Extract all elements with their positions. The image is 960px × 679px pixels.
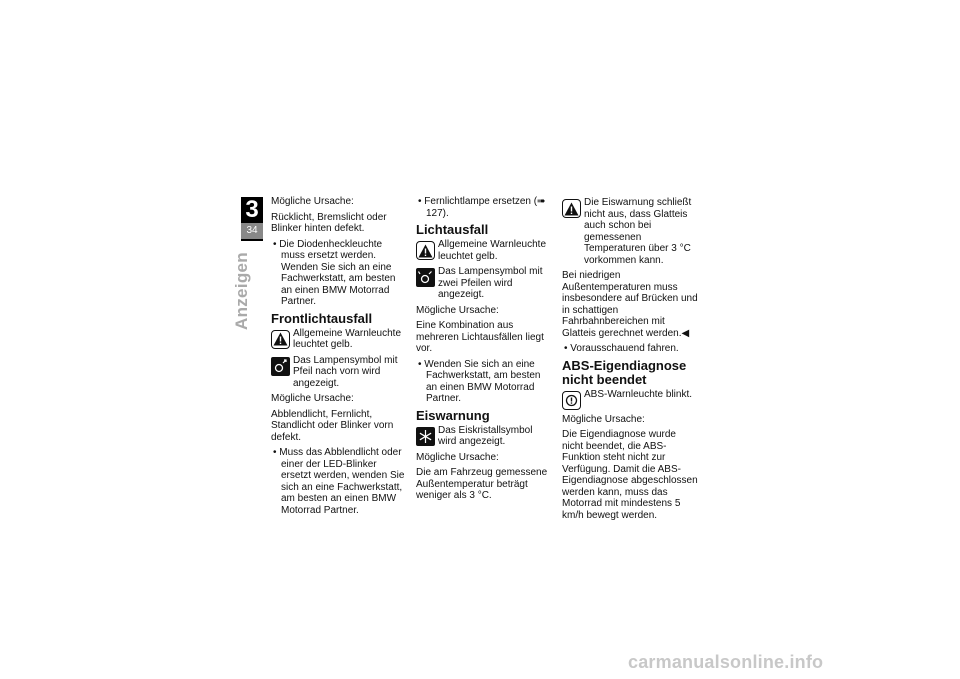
lamp-text: Das Lampensymbol mit Pfeil nach vorn wird angezeigt. — [293, 354, 398, 389]
text-possible-cause-4: Mögliche Ursache: — [416, 451, 499, 463]
text-low-temp: Bei niedrigen Außentemperaturen muss insbesondere auf Brücken und in schattigen Fahrbahnbereichen mit Glatteis gerechnet werden.◀ — [562, 270, 698, 339]
heading-abs: ABS-Eigendiagnose nicht beendet — [562, 357, 687, 387]
caution-row — [562, 197, 698, 266]
heading-eiswarnung: Eiswarnung — [416, 407, 490, 423]
text-possible-cause-5: Mögliche Ursache: — [562, 413, 645, 425]
bullet-front-led: • Muss das Abblendlicht oder einer der LED-Blinker ersetzt werden, wenden Sie sich an eine Fachwerkstatt, am besten an einen BMW Motorrad Partner. — [273, 447, 405, 516]
watermark: carmanualsonline.info — [628, 652, 824, 672]
abs-row — [562, 389, 698, 410]
abs-text: ABS-Warnleuchte blinkt. — [584, 388, 693, 400]
column-1 — [271, 196, 407, 520]
ice-text: Das Eiskristallsymbol wird angezeigt. — [438, 424, 533, 447]
abs-warning-icon — [562, 391, 581, 410]
text-possible-cause: Mögliche Ursache: — [271, 196, 354, 207]
text-possible-cause-2: Mögliche Ursache: — [271, 393, 354, 404]
column-2 — [416, 196, 552, 506]
caution-text: Die Eiswarnung schließt nicht aus, dass Glatteis auch schon bei gemessenen Temperaturen über 3 °C vorkommen kann. — [584, 197, 692, 266]
bullet-drive-carefully: • Vorausschauend fahren. — [564, 343, 679, 354]
bullet-workshop: • Wenden Sie sich an eine Fachwerkstatt, am besten an einen BMW Motorrad Partner. — [418, 358, 541, 404]
warning-text: Allgemeine Warnleuchte leuchtet gelb. — [293, 327, 402, 350]
lamp-row — [271, 355, 407, 390]
column-3 — [562, 196, 698, 525]
lamp-arrow-front-icon — [271, 357, 290, 376]
text-cause-temp: Die am Fahrzeug gemessene Außentemperatur beträgt weniger als 3 °C. — [416, 467, 548, 501]
text-abs-cause: Die Eigendiagnose wurde nicht beendet, die ABS-Funktion steht nicht zur Verfügung. Damit die ABS-Eigendiagnose abgeschlossen werden kann, muss das Motorrad mit mindestens 5 km/h bewegt werden. — [562, 429, 698, 521]
lamp-two-text: Das Lampensymbol mit zwei Pfeilen wird angezeigt. — [438, 266, 543, 300]
warning-row — [271, 328, 407, 351]
bullet-rear-led: • Die Diodenheckleuchte muss ersetzt werden. Wenden Sie sich an eine Fachwerkstatt, am besten an einen BMW Motorrad Partner. — [273, 238, 396, 307]
ice-row — [416, 425, 552, 448]
warning-triangle-icon — [271, 330, 290, 349]
warning-text-2: Allgemeine Warnleuchte leuchtet gelb. — [438, 239, 547, 262]
bullet-highbeam: • Fernlichtlampe ersetzen (➠ 127). — [418, 196, 546, 219]
warning-row-2 — [416, 239, 552, 262]
ice-crystal-icon — [416, 427, 435, 446]
text-possible-cause-3: Mögliche Ursache: — [416, 304, 499, 316]
text-cause-front: Abblendlicht, Fernlicht, Standlicht oder Blinker vorn defekt. — [271, 408, 394, 443]
warning-triangle-icon — [416, 241, 435, 260]
lamp-two-arrows-icon — [416, 268, 435, 287]
chapter-label: Anzeigen — [232, 252, 251, 330]
lamp-two-row — [416, 266, 552, 301]
chapter-number: 3 — [245, 196, 259, 223]
text-cause-rear: Rücklicht, Bremslicht oder Blinker hinten defekt. — [271, 211, 387, 234]
page-number: 34 — [241, 223, 263, 239]
text-cause-multi: Eine Kombination aus mehreren Lichtausfällen liegt vor. — [416, 320, 544, 354]
heading-frontlichtausfall: Frontlichtausfall — [271, 310, 373, 326]
warning-triangle-icon — [562, 199, 581, 218]
heading-lichtausfall: Lichtausfall — [416, 222, 489, 237]
